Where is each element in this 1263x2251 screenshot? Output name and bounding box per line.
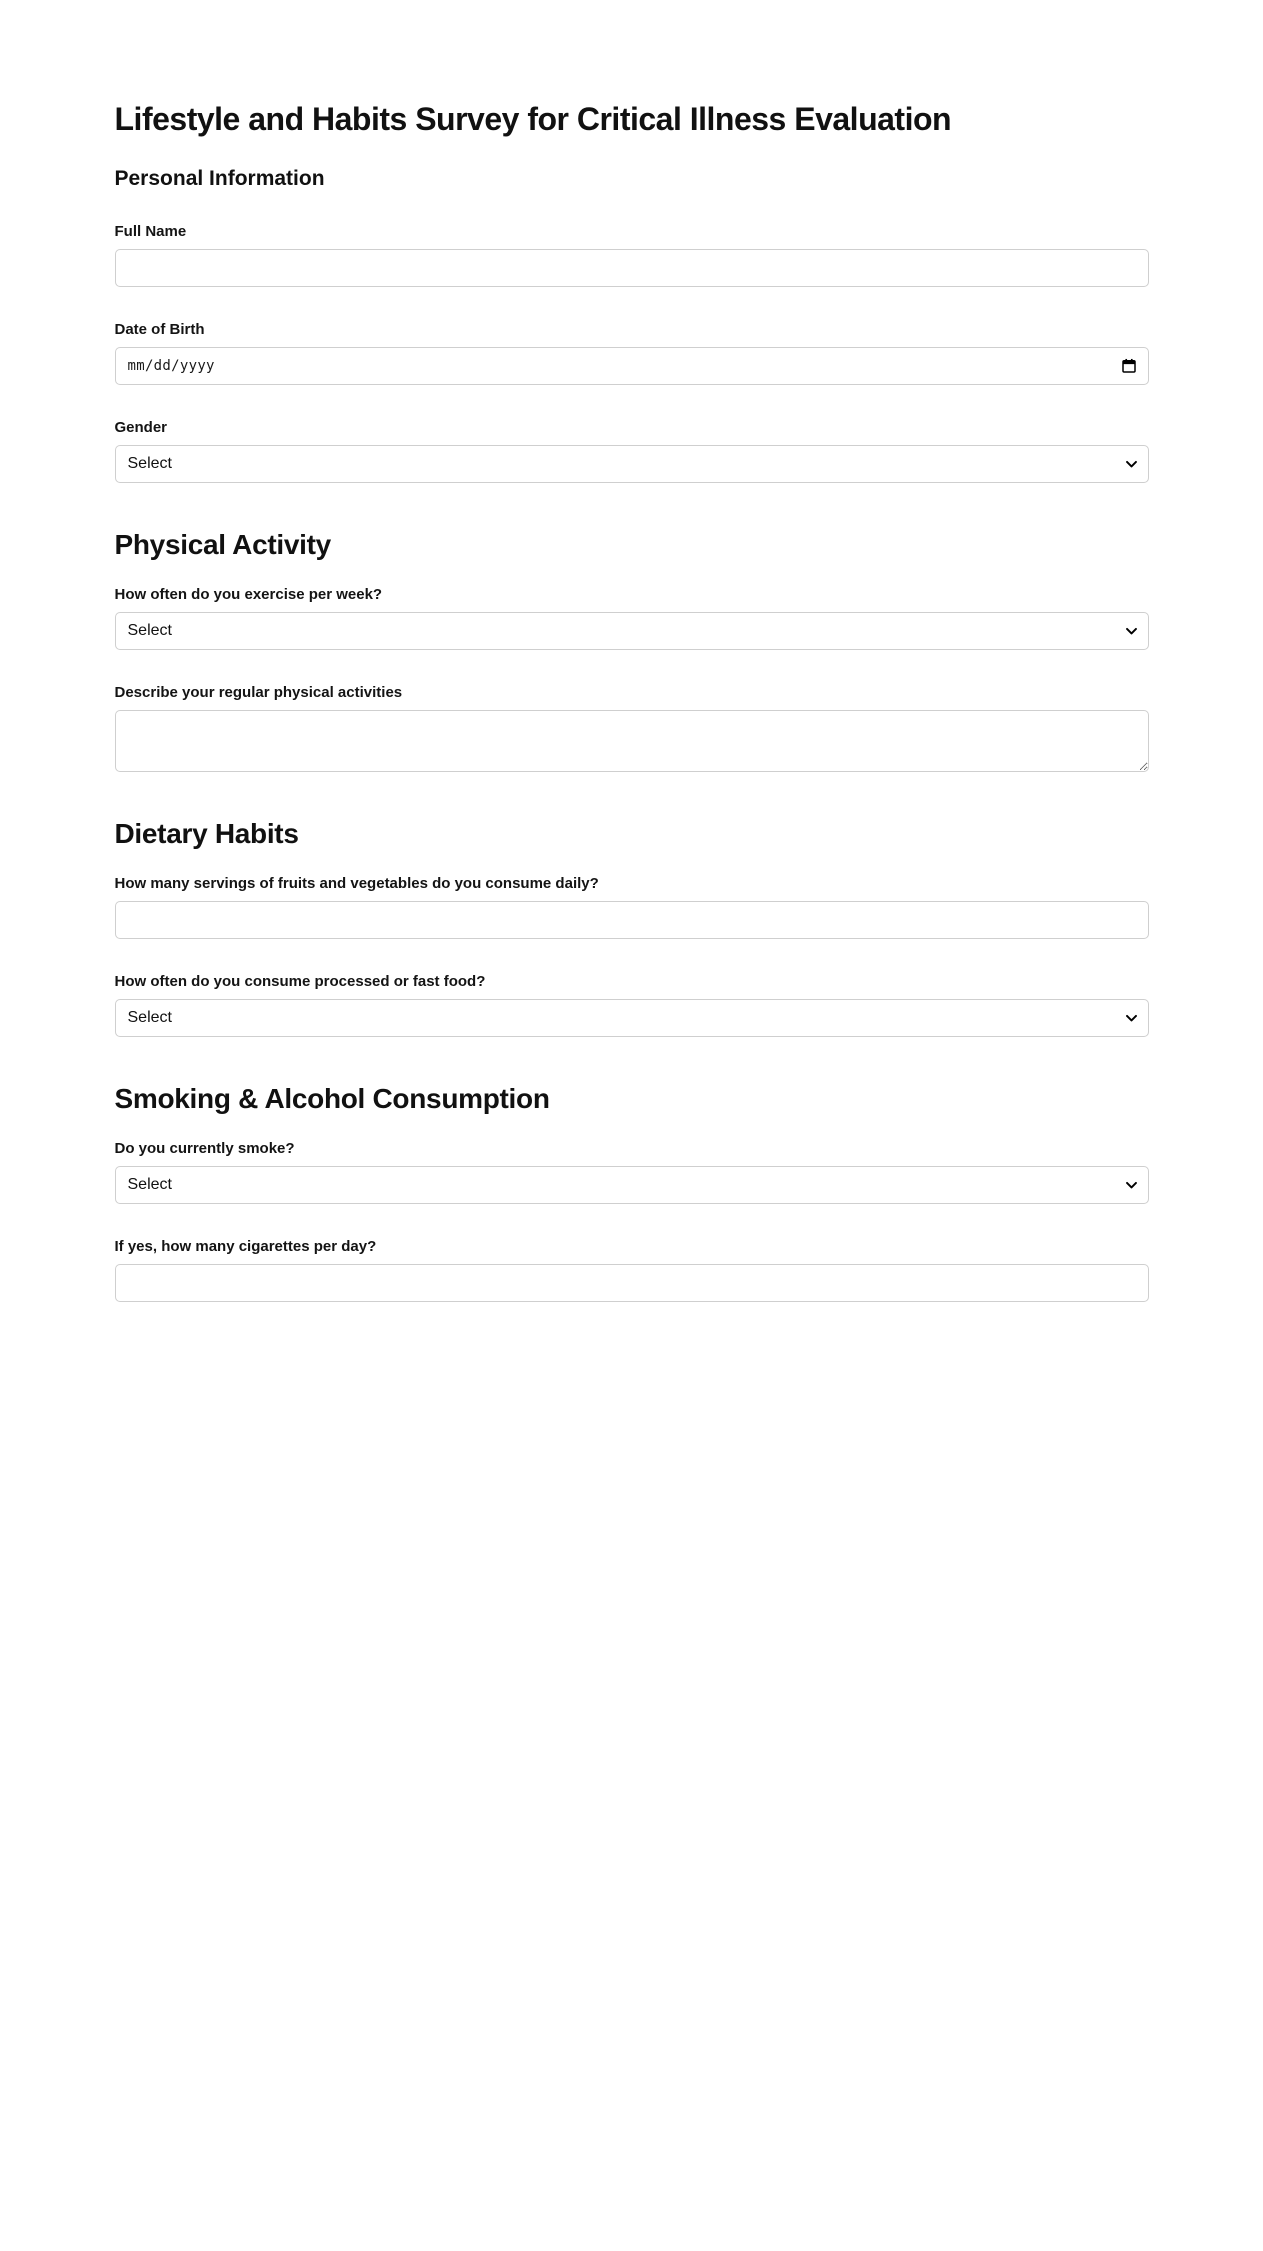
gender-select[interactable]	[115, 445, 1149, 483]
fruit-vegetable-servings-control	[115, 901, 1149, 939]
fast-food-frequency-label: How often do you consume processed or fast food?	[114, 972, 486, 990]
currently-smoke-control	[115, 1166, 1149, 1204]
field-date-of-birth	[115, 321, 1149, 385]
currently-smoke-label: Do you currently smoke?	[114, 1139, 295, 1157]
physical-activities-description-control	[115, 710, 1149, 772]
field-cigarettes-per-day	[115, 1238, 1149, 1302]
section-heading-dietary-habits: Dietary Habits	[114, 817, 299, 849]
fruit-vegetable-servings-label: How many servings of fruits and vegetables do you consume daily?	[114, 874, 599, 892]
date-of-birth-label: Date of Birth	[114, 320, 205, 338]
cigarettes-per-day-label: If yes, how many cigarettes per day?	[114, 1237, 377, 1255]
field-currently-smoke	[115, 1140, 1149, 1204]
date-of-birth-control	[115, 347, 1149, 385]
currently-smoke-select[interactable]	[115, 1166, 1149, 1204]
field-exercise-frequency	[115, 586, 1149, 650]
full-name-control	[115, 249, 1149, 287]
field-gender	[115, 419, 1149, 483]
physical-activities-description-textarea[interactable]	[115, 710, 1149, 772]
section-heading-smoking-alcohol: Smoking & Alcohol Consumption	[114, 1082, 550, 1114]
fast-food-frequency-control	[115, 999, 1149, 1037]
exercise-frequency-control	[115, 612, 1149, 650]
survey-form	[115, 0, 1149, 1302]
gender-control	[115, 445, 1149, 483]
cigarettes-per-day-control	[115, 1264, 1149, 1302]
field-physical-activities-description	[115, 684, 1149, 772]
field-fast-food-frequency	[115, 973, 1149, 1037]
fruit-vegetable-servings-input[interactable]	[115, 901, 1149, 939]
full-name-input[interactable]	[115, 249, 1149, 287]
calendar-icon[interactable]	[1119, 356, 1139, 376]
section-heading-physical-activity: Physical Activity	[114, 528, 331, 560]
section-heading-personal-information: Personal Information	[114, 167, 325, 191]
exercise-frequency-label: How often do you exercise per week?	[114, 585, 383, 603]
field-fruit-vegetable-servings	[115, 875, 1149, 939]
fast-food-frequency-select[interactable]	[115, 999, 1149, 1037]
physical-activities-description-label: Describe your regular physical activities	[114, 683, 403, 701]
full-name-label: Full Name	[114, 222, 187, 240]
cigarettes-per-day-input[interactable]	[115, 1264, 1149, 1302]
exercise-frequency-select[interactable]	[115, 612, 1149, 650]
date-of-birth-input[interactable]	[115, 347, 1149, 385]
page-title: Lifestyle and Habits Survey for Critical Illness Evaluation	[114, 101, 952, 137]
gender-label: Gender	[114, 418, 168, 436]
field-full-name	[115, 223, 1149, 287]
